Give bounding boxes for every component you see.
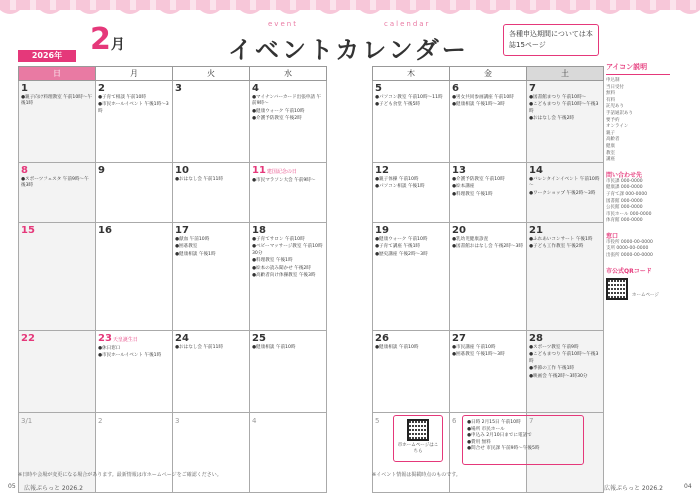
event-item[interactable]: ●歴史講座 午後2時～3時	[375, 251, 428, 257]
header-wave-decoration	[0, 0, 700, 20]
day-cell[interactable]	[19, 223, 96, 331]
day-cell[interactable]	[450, 223, 527, 331]
weekday-header: 木	[373, 67, 450, 81]
day-cell[interactable]	[527, 223, 604, 331]
day-number: 28	[529, 333, 543, 344]
event-item[interactable]: ●市民マラソン大会 午前9時～	[252, 178, 316, 183]
day-cell[interactable]	[96, 81, 173, 163]
event-item[interactable]: ●絵本講座	[452, 184, 475, 190]
event-item[interactable]: ●介護予防教室 午後2時	[252, 116, 302, 122]
day-number: 4	[252, 417, 257, 425]
event-item[interactable]: ●図書館まつり 午前10時～	[529, 95, 587, 100]
day-cell[interactable]	[96, 331, 173, 413]
weekday-header: 土	[527, 67, 604, 81]
day-number: 17	[175, 225, 189, 236]
day-cell[interactable]	[450, 331, 527, 413]
day-number: 16	[98, 225, 112, 236]
day-number: 5	[375, 83, 382, 94]
info-box	[462, 415, 584, 465]
sidebar-windows-title: 窓口	[606, 232, 619, 240]
day-number: 25	[252, 333, 266, 344]
day-number: 19	[375, 225, 389, 236]
day-number: 26	[375, 333, 389, 344]
day-number: 7	[529, 417, 534, 425]
day-number: 10	[175, 165, 189, 176]
official-qr-code-icon[interactable]	[606, 278, 628, 300]
day-cell[interactable]	[450, 81, 527, 163]
event-item[interactable]: ●高齢者向け体操教室 午後3時	[252, 273, 316, 279]
weekday-header: 火	[173, 67, 250, 81]
month-unit: 月	[110, 37, 125, 53]
event-item[interactable]: ●ワークショップ 午後2時～3時	[529, 190, 596, 196]
day-cell[interactable]	[527, 81, 604, 163]
event-item[interactable]: ●料理教室 午後1時	[252, 258, 293, 264]
day-number: 7	[529, 83, 536, 94]
event-item[interactable]: ●健康相談 午前10時	[375, 345, 419, 350]
info-line: ●場所 市民ホール	[467, 426, 505, 432]
day-cell[interactable]	[450, 163, 527, 223]
day-number: 13	[452, 165, 466, 176]
event-item[interactable]: ●料理教室 午後1時	[452, 191, 493, 197]
day-cell[interactable]	[96, 413, 173, 493]
sidebar-icon-legend-item: 当日受付	[606, 84, 624, 90]
day-number: 12	[375, 165, 389, 176]
weekday-header: 金	[450, 67, 527, 81]
day-cell[interactable]	[19, 331, 96, 413]
day-number: 2	[98, 83, 105, 94]
sidebar-icon-legend-item: 高齢者	[606, 137, 620, 143]
sidebar-icon-legend-item: 健康	[606, 143, 615, 149]
event-item[interactable]: ●こどもまつり 午前10時～午後3時	[529, 102, 599, 114]
event-item[interactable]: ●おはなし会 午前11時	[175, 345, 224, 350]
event-item[interactable]: ●介護予防教室 午前10時	[452, 177, 505, 182]
sidebar-contact: 図書館 000-0000	[606, 198, 643, 204]
info-line: ●費用 無料	[467, 439, 491, 445]
event-item[interactable]: ●こどもまつり 午前10時～午後3時	[529, 352, 599, 364]
publication-left: 広報ぷらっと 2026.2	[24, 485, 83, 492]
info-line: ●問合せ 市民課 午前9時～午後5時	[467, 446, 540, 452]
sidebar-contact: 子育て課 000-0000	[606, 191, 648, 197]
day-cell[interactable]	[527, 163, 604, 223]
sidebar	[606, 62, 670, 468]
day-number: 21	[529, 225, 543, 236]
event-item[interactable]: ●絵本の読み聞かせ 午後2時	[252, 265, 311, 271]
event-item[interactable]: ●子ども工作教室 午後2時	[529, 244, 584, 250]
event-item[interactable]: ●子育て相談 午前10時	[98, 95, 147, 100]
sidebar-icon-legend-item: 無料	[606, 91, 615, 97]
sidebar-window: 出張所 0000-00-0000	[606, 253, 653, 259]
day-number: 14	[529, 165, 543, 176]
event-item[interactable]: ●市民ホールイベント 午後1時	[98, 353, 162, 359]
event-item[interactable]: ●マイナンバーカード出張申請 午前9時～	[252, 95, 322, 107]
sidebar-icon-legend-item: 有料	[606, 97, 615, 103]
sidebar-qr-title: 市公式QRコード	[606, 267, 652, 275]
qr-box-text: 市ホームページはこちら	[397, 443, 439, 454]
day-cell[interactable]	[173, 413, 250, 493]
event-item[interactable]: ●子育てサロン 午前10時	[252, 237, 305, 242]
holiday-label: 天皇誕生日	[112, 337, 138, 343]
day-cell[interactable]	[527, 331, 604, 413]
day-cell[interactable]	[173, 81, 250, 163]
day-cell[interactable]	[250, 81, 327, 163]
sidebar-icon-legend-item: 申込制	[606, 78, 620, 83]
day-cell[interactable]	[250, 413, 327, 493]
day-number: 1	[21, 83, 28, 94]
event-item[interactable]: ●子育て講座 午後1時	[375, 244, 421, 250]
event-item[interactable]: ●おはなし会 午前11時	[175, 177, 224, 182]
title-en-calendar: calendar	[384, 20, 431, 28]
page-number-left: 05	[8, 483, 16, 490]
sidebar-contacts-title: 問い合わせ先	[606, 171, 643, 179]
event-item[interactable]: ●パソコン相談 午後1時	[375, 184, 425, 190]
info-line: ●申込み 2月10日までに電話で	[467, 433, 532, 439]
day-number: 2	[98, 417, 103, 425]
day-cell[interactable]	[250, 163, 327, 223]
day-number: 22	[21, 333, 35, 344]
day-cell[interactable]	[19, 163, 96, 223]
day-cell[interactable]	[96, 163, 173, 223]
weekday-header: 月	[96, 67, 173, 81]
day-number: 23天皇誕生日	[98, 333, 138, 344]
event-item[interactable]: ●乳幼児健康診査	[452, 237, 489, 242]
calendar-left	[18, 66, 327, 493]
year-label: 2026年	[18, 50, 76, 62]
sidebar-contact: 市民ホール 000-0000	[606, 211, 652, 217]
event-item[interactable]: ●スポーツ教室 午前9時	[529, 345, 579, 350]
qr-code-icon[interactable]	[407, 419, 429, 441]
event-item[interactable]: ●パソコン教室 午前10時～11時	[375, 95, 443, 100]
event-item[interactable]: ●親子向け料理教室 午前10時～午後1時	[21, 95, 93, 107]
event-item[interactable]: ●健康ウォーク 午前10時	[252, 108, 305, 114]
event-item[interactable]: ●献血 午前10時	[175, 237, 210, 242]
event-item[interactable]: ●図書館おはなし会 午後2時～3時	[452, 244, 524, 250]
publication-right: 広報ぷらっと 2026.2	[604, 485, 663, 492]
sidebar-window: 支所 0000-00-0000	[606, 246, 649, 252]
day-number: 3	[175, 83, 182, 94]
event-item[interactable]: ●健康相談 午後1時～3時	[452, 102, 505, 108]
sidebar-qr-label: ホームページ	[632, 293, 659, 299]
day-cell[interactable]	[373, 223, 450, 331]
page-number-right: 04	[684, 483, 692, 490]
day-number: 6	[452, 417, 457, 425]
event-item[interactable]: ●囲碁教室	[175, 244, 198, 250]
day-number: 9	[98, 165, 105, 176]
day-cell[interactable]	[373, 81, 450, 163]
footer-left-note: ※日時や会場が変更になる場合があります。最新情報は市ホームページをご確認ください。	[18, 472, 222, 478]
info-line: ●日時 2月15日 午前10時	[467, 420, 521, 425]
event-item[interactable]: ●男女共同参画講座 午前10時	[452, 95, 514, 100]
day-number: 4	[252, 83, 259, 94]
month-number: 2	[90, 22, 111, 57]
event-item[interactable]: ●健康相談 午後1時	[175, 251, 216, 257]
event-item[interactable]: ●市民ホールイベント 午後1時～3時	[98, 102, 169, 114]
day-cell[interactable]	[173, 163, 250, 223]
day-number: 3/1	[21, 417, 33, 425]
day-cell[interactable]	[250, 223, 327, 331]
event-item[interactable]: ●バレンタインイベント 午前10時～	[529, 177, 600, 189]
event-item[interactable]: ●子ども食堂 午後5時	[375, 102, 421, 108]
sidebar-contact: 市民課 000-0000	[606, 178, 643, 184]
weekday-header: 水	[250, 67, 327, 81]
sidebar-icon-legend-item: 親子	[606, 130, 615, 136]
day-cell[interactable]	[250, 331, 327, 413]
event-item[interactable]: ●市民講座 午前10時	[452, 345, 496, 350]
sidebar-contact: 体育館 000-0000	[606, 218, 643, 224]
month-title	[90, 22, 125, 57]
application-note-box: 各種申込期間については本誌15ページ	[503, 24, 599, 56]
event-item[interactable]: ●ふれあいコンサート 午後1時	[529, 237, 593, 242]
sidebar-icon-legend-item: 託児あり	[606, 104, 624, 110]
day-cell[interactable]	[173, 223, 250, 331]
sidebar-icon-legend-item: 教室	[606, 150, 615, 156]
event-item[interactable]: ●おはなし会 午後2時	[529, 116, 575, 122]
day-number: 15	[21, 225, 35, 236]
day-number: 6	[452, 83, 459, 94]
day-cell[interactable]	[173, 331, 250, 413]
page-title: イベントカレンダー	[228, 36, 469, 64]
event-item[interactable]: ●健康相談 午前10時	[252, 345, 296, 350]
event-item[interactable]: ●映画会 午後2時～3時30分	[529, 373, 588, 379]
day-number: 11建国記念の日	[252, 165, 297, 176]
sidebar-window: 市役所 0000-00-0000	[606, 239, 653, 245]
event-item[interactable]: ●季節の工作 午後1時	[529, 366, 575, 372]
day-cell[interactable]	[373, 163, 450, 223]
weekday-header: 日	[19, 67, 96, 81]
qr-box	[393, 415, 443, 462]
day-cell[interactable]	[19, 413, 96, 493]
event-item[interactable]: ●ベビーマッサージ教室 午前10時30分	[252, 244, 323, 256]
day-number: 27	[452, 333, 466, 344]
day-number: 20	[452, 225, 466, 236]
event-item[interactable]: ●親子体操 午前10時	[375, 177, 419, 182]
event-item[interactable]: ●囲碁教室 午後1時～3時	[452, 352, 505, 358]
day-cell[interactable]	[96, 223, 173, 331]
sidebar-icon-legend-item: 要予約	[606, 117, 620, 123]
event-item[interactable]: ●休日窓口	[98, 346, 121, 351]
event-item[interactable]: ●健康ウォーク 午前10時	[375, 237, 428, 242]
sidebar-icon-legend-item: オンライン	[606, 124, 629, 130]
day-cell[interactable]	[373, 331, 450, 413]
title-en-event: event	[268, 20, 298, 28]
holiday-label: 建国記念の日	[266, 169, 297, 175]
event-item[interactable]: ●スポーツフェスタ 午前9時～午後3時	[21, 177, 89, 189]
day-number: 18	[252, 225, 266, 236]
day-number: 8	[21, 165, 28, 176]
footer-right-note: ※イベント情報は掲載時点のものです。	[372, 472, 461, 478]
day-number: 24	[175, 333, 189, 344]
sidebar-icon-legend-item: 講座	[606, 157, 615, 163]
sidebar-contact: 公民館 000-0000	[606, 205, 643, 211]
sidebar-title: アイコン説明	[606, 62, 670, 75]
day-cell[interactable]	[19, 81, 96, 163]
day-number: 3	[175, 417, 180, 425]
day-number: 5	[375, 417, 380, 425]
sidebar-icon-legend-item: 手話通訳あり	[606, 110, 633, 116]
sidebar-contact: 健康課 000-0000	[606, 185, 643, 191]
